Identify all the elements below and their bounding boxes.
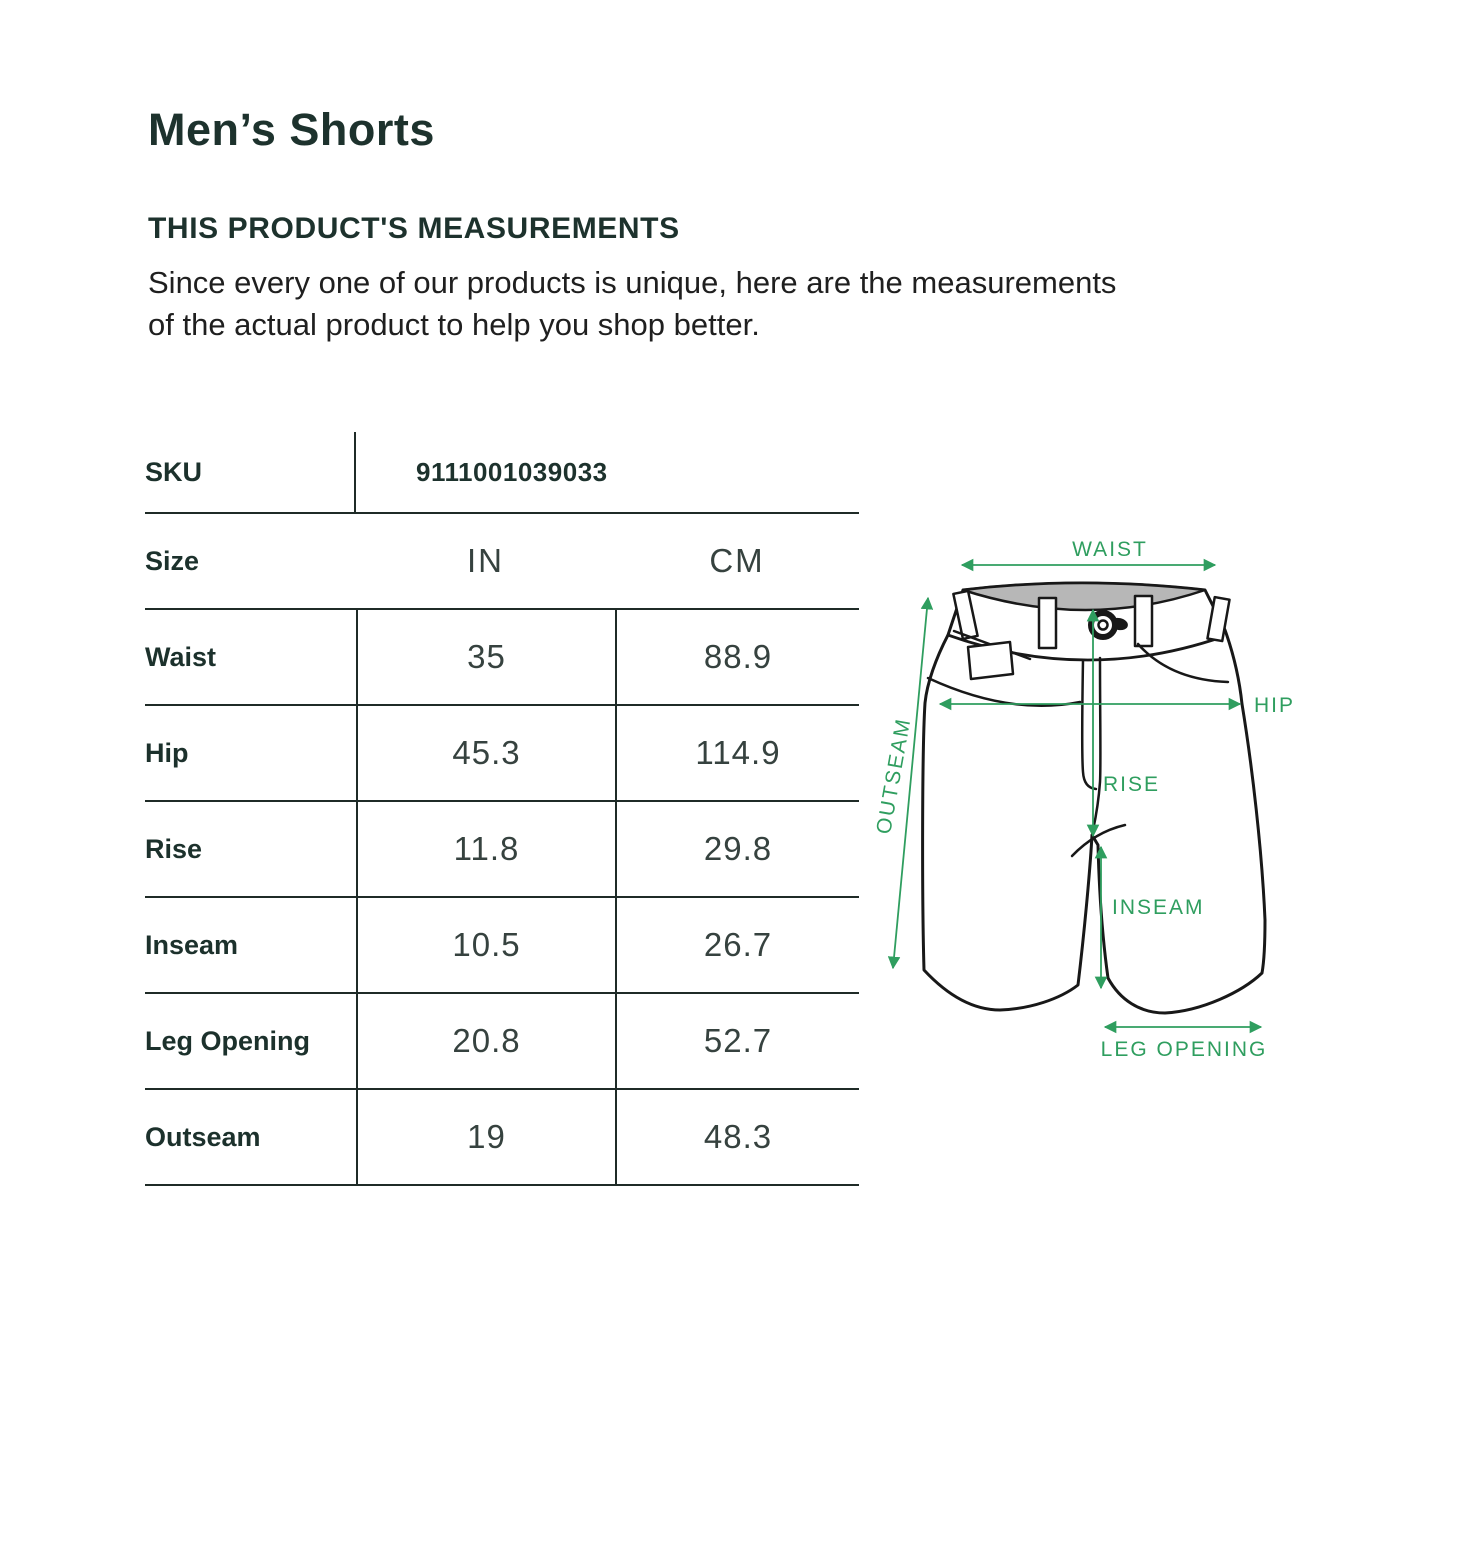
page-title: Men’s Shorts	[148, 104, 435, 155]
table-row-waist	[145, 610, 859, 706]
waist-label: WAIST	[1072, 538, 1148, 561]
row-label: Leg Opening	[145, 1025, 310, 1056]
value-cm: 52.7	[615, 994, 859, 1088]
unit-header-in: IN	[467, 542, 504, 579]
value-in: 35	[356, 610, 615, 704]
description-line-1: Since every one of our products is unique, here are the measurements	[148, 265, 1117, 300]
table-row-rise	[145, 802, 859, 898]
size-label: Size	[145, 545, 200, 576]
outseam-label: OUTSEAM	[872, 715, 916, 836]
row-label: Waist	[145, 641, 217, 672]
unit-header-cm: CM	[709, 542, 765, 579]
hip-label: HIP	[1254, 694, 1296, 717]
rise-label: RISE	[1103, 773, 1161, 796]
value-cm: 88.9	[615, 610, 859, 704]
row-label: Hip	[145, 737, 189, 768]
value-in: 10.5	[356, 898, 615, 992]
value-in: 20.8	[356, 994, 615, 1088]
units-header-row	[145, 514, 859, 610]
sku-row	[145, 432, 859, 514]
row-label: Inseam	[145, 929, 239, 960]
value-cm: 29.8	[615, 802, 859, 896]
value-cm: 114.9	[615, 706, 859, 800]
value-in: 45.3	[356, 706, 615, 800]
table-row-outseam	[145, 1090, 859, 1186]
sku-label: SKU	[145, 432, 356, 512]
inseam-label: INSEAM	[1112, 896, 1205, 919]
leg-opening-label: LEG OPENING	[1100, 1038, 1268, 1061]
table-row-inseam	[145, 898, 859, 994]
row-label: Rise	[145, 833, 203, 864]
shorts-measurement-diagram	[870, 520, 1340, 1080]
value-in: 11.8	[356, 802, 615, 896]
measurements-table	[145, 432, 859, 1186]
value-cm: 48.3	[615, 1090, 859, 1184]
description-line-2: of the actual product to help you shop better.	[148, 307, 760, 342]
section-heading: THIS PRODUCT'S MEASUREMENTS	[148, 212, 680, 245]
sku-value: 9111001039033	[416, 456, 608, 487]
description-text	[148, 262, 1116, 346]
table-row-hip	[145, 706, 859, 802]
row-label: Outseam	[145, 1121, 261, 1152]
table-row-leg-opening	[145, 994, 859, 1090]
value-in: 19	[356, 1090, 615, 1184]
value-cm: 26.7	[615, 898, 859, 992]
